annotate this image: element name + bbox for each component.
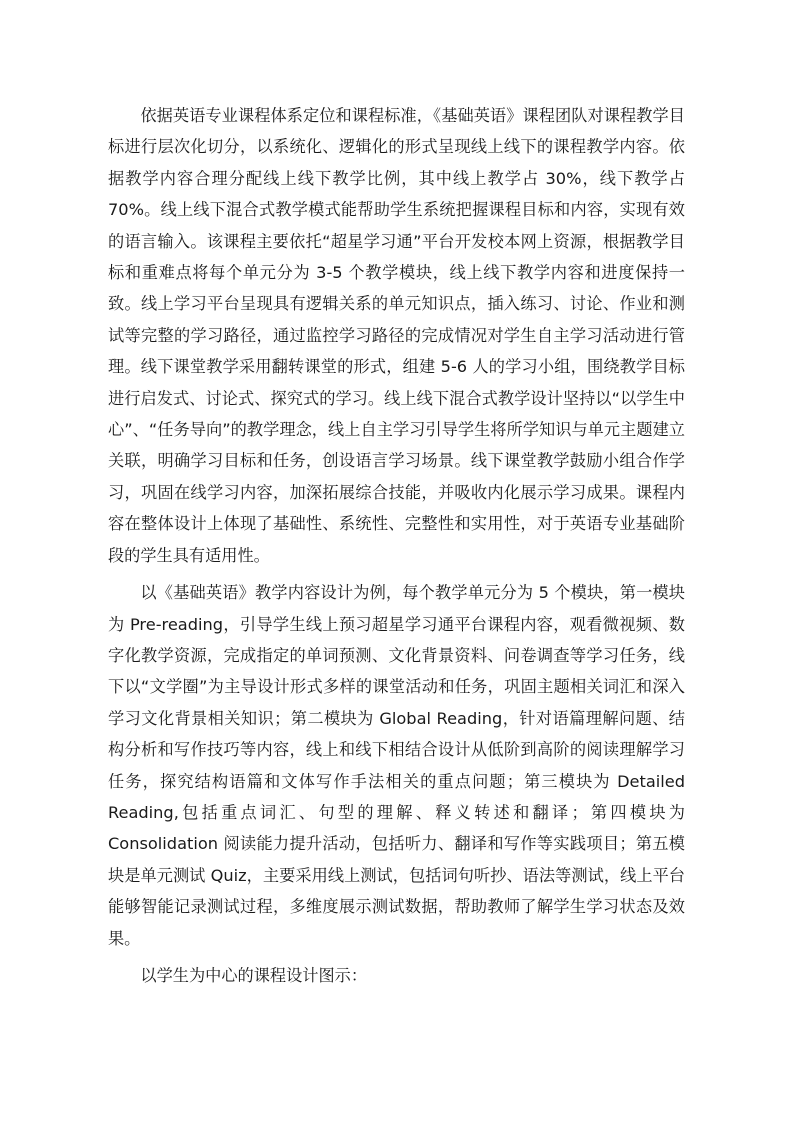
paragraph-course-design: 依据英语专业课程体系定位和课程标准，《基础英语》课程团队对课程教学目标进行层次化切分，以系统化、逻辑化的形式呈现线上线下的课程教学内容。依据教学内容合理分配线上线下教学比例，其中线上教学占 30%，线下教学占 70%。线上线下混合式教学模式能帮助学生系统把握课程目标和内容，实现有效的语言输入。该课程主要依托“超星学习通”平台开发校本网上资源，根据教学目标和重难点将每个单元分为 3-5 个教学模块，线上线下教学内容和进度保持一致。线上学习平台呈现具有逻辑关系的单元知识点，插入练习、讨论、作业和测试等完整的学习路径，通过监控学习路径的完成情况对学生自主学习活动进行管理。线下课堂教学采用翻转课堂的形式，组建 5-6 人的学习小组，围绕教学目标进行启发式、讨论式、探究式的学习。线上线下混合式教学设计坚持以“以学生中心”、“任务导向”的教学理念，线上自主学习引导学生将所学知识与单元主题建立关联，明确学习目标和任务，创设语言学习场景。线下课堂教学鼓励小组合作学习，巩固在线学习内容，加深拓展综合技能，并吸收内化展示学习成果。课程内容在整体设计上体现了基础性、系统性、完整性和实用性，对于英语专业基础阶段的学生具有适用性。 bbox=[108, 106, 685, 565]
document-body bbox=[108, 100, 685, 997]
paragraph-module-example: 以《基础英语》教学内容设计为例，每个教学单元分为 5 个模块，第一模块为 Pre-reading，引导学生线上预习超星学习通平台课程内容，观看微视频、数字化教学资源，完成指定的单词预测、文化背景资料、问卷调查等学习任务，线下以“文学圈”为主导设计形式多样的课堂活动和任务，巩固主题相关词汇和深入学习文化背景相关知识；第二模块为 Global Reading，针对语篇理解问题、结构分析和写作技巧等内容，线上和线下相结合设计从低阶到高阶的阅读理解学习任务，探究结构语篇和文体写作手法相关的重点问题；第三模块为 Detailed Reading,包括重点词汇、句型的理解、释义转述和翻译；第四模块为 Consolidation 阅读能力提升活动，包括听力、翻译和写作等实践项目；第五模块是单元测试 Quiz，主要采用线上测试，包括词句听抄、语法等测试，线上平台能够智能记录测试过程，多维度展示测试数据，帮助教师了解学生学习状态及效果。 bbox=[108, 583, 685, 948]
paragraph-figure-caption: 以学生为中心的课程设计图示： bbox=[140, 965, 368, 985]
